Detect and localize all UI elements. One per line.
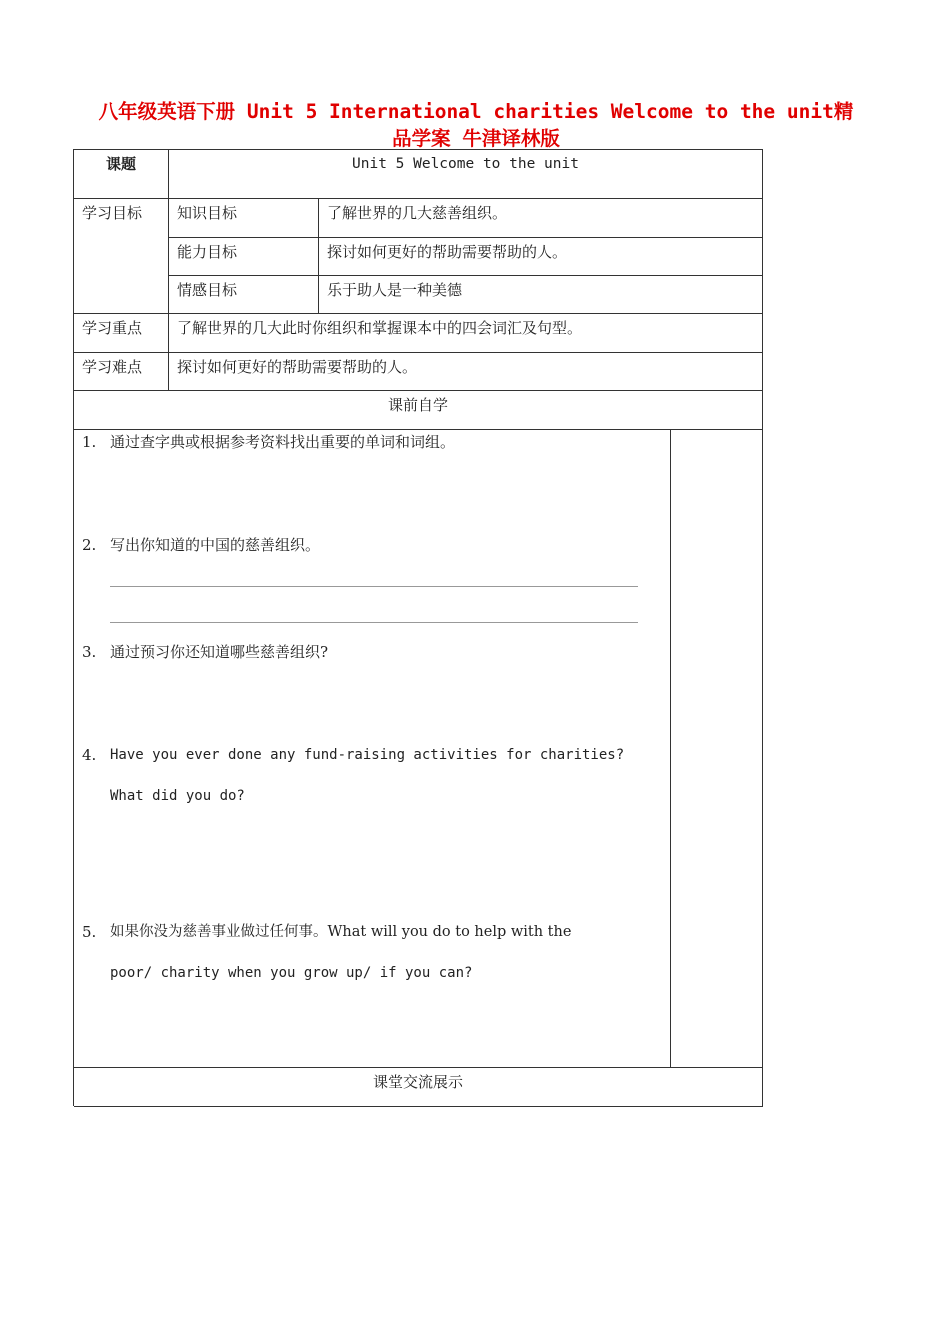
- topic-value: Unit 5 Welcome to the unit: [352, 156, 579, 172]
- key-label: 学习重点: [82, 319, 143, 337]
- question-5-number: 5.: [82, 923, 97, 941]
- difficulty-value-cell: [169, 353, 763, 391]
- question-4-text-line-2: What did you do?: [110, 788, 245, 804]
- classroom-header: 课堂交流展示: [372, 1073, 463, 1091]
- goal-emotion-value-cell: [319, 276, 763, 314]
- goal-knowledge-label-cell: [169, 199, 319, 238]
- goal-knowledge-value-cell: [319, 199, 763, 238]
- title-line-1: 八年级英语下册 Unit 5 International charities Welcome to the unit精: [98, 100, 854, 123]
- key-value: 了解世界的几大此时你组织和掌握课本中的四会词汇及句型。: [177, 319, 583, 337]
- difficulty-value: 探讨如何更好的帮助需要帮助的人。: [177, 358, 418, 376]
- question-1-text: 通过查字典或根据参考资料找出重要的单词和词组。: [110, 433, 456, 451]
- topic-value-cell: [169, 150, 763, 199]
- goals-label-cell: [74, 199, 169, 314]
- question-5-text-line-2: poor/ charity when you grow up/ if you can?: [110, 965, 473, 981]
- question-1-number: 1.: [82, 433, 97, 451]
- goal-emotion-label-cell: [169, 276, 319, 314]
- goal-ability-value-cell: [319, 238, 763, 276]
- question-2-text: 写出你知道的中国的慈善组织。: [110, 536, 321, 554]
- topic-label: 课题: [105, 155, 136, 173]
- question-4-text: Have you ever done any fund-raising activities for charities?: [110, 747, 625, 763]
- goal-ability-value: 探讨如何更好的帮助需要帮助的人。: [327, 243, 568, 261]
- goal-emotion-label: 情感目标: [177, 281, 238, 299]
- classroom-header-cell: [74, 1068, 763, 1107]
- key-label-cell: [74, 314, 169, 353]
- answer-line-1[interactable]: [110, 586, 638, 587]
- goal-emotion-value: 乐于助人是一种美德: [327, 281, 463, 299]
- topic-label-cell: [74, 150, 169, 199]
- difficulty-label-cell: [74, 353, 169, 391]
- goal-knowledge-value: 了解世界的几大慈善组织。: [327, 204, 508, 222]
- question-4-number: 4.: [82, 746, 97, 764]
- document-title: [86, 98, 866, 152]
- question-3-text: 通过预习你还知道哪些慈善组织?: [110, 643, 329, 661]
- difficulty-label: 学习难点: [82, 358, 143, 376]
- question-3-number: 3.: [82, 643, 97, 661]
- preview-header-cell: [74, 391, 763, 430]
- question-5-text: 如果你没为慈善事业做过任何事。What will you do to help with the: [110, 924, 572, 940]
- notes-column-cell: [671, 430, 763, 1068]
- preview-header: 课前自学: [387, 396, 448, 414]
- goal-ability-label-cell: [169, 238, 319, 276]
- goals-label: 学习目标: [82, 204, 143, 222]
- title-line-2: 品学案 牛津译林版: [392, 127, 560, 150]
- goal-knowledge-label: 知识目标: [177, 204, 238, 222]
- key-value-cell: [169, 314, 763, 353]
- goal-ability-label: 能力目标: [177, 243, 238, 261]
- answer-line-2[interactable]: [110, 622, 638, 623]
- question-2-number: 2.: [82, 536, 97, 554]
